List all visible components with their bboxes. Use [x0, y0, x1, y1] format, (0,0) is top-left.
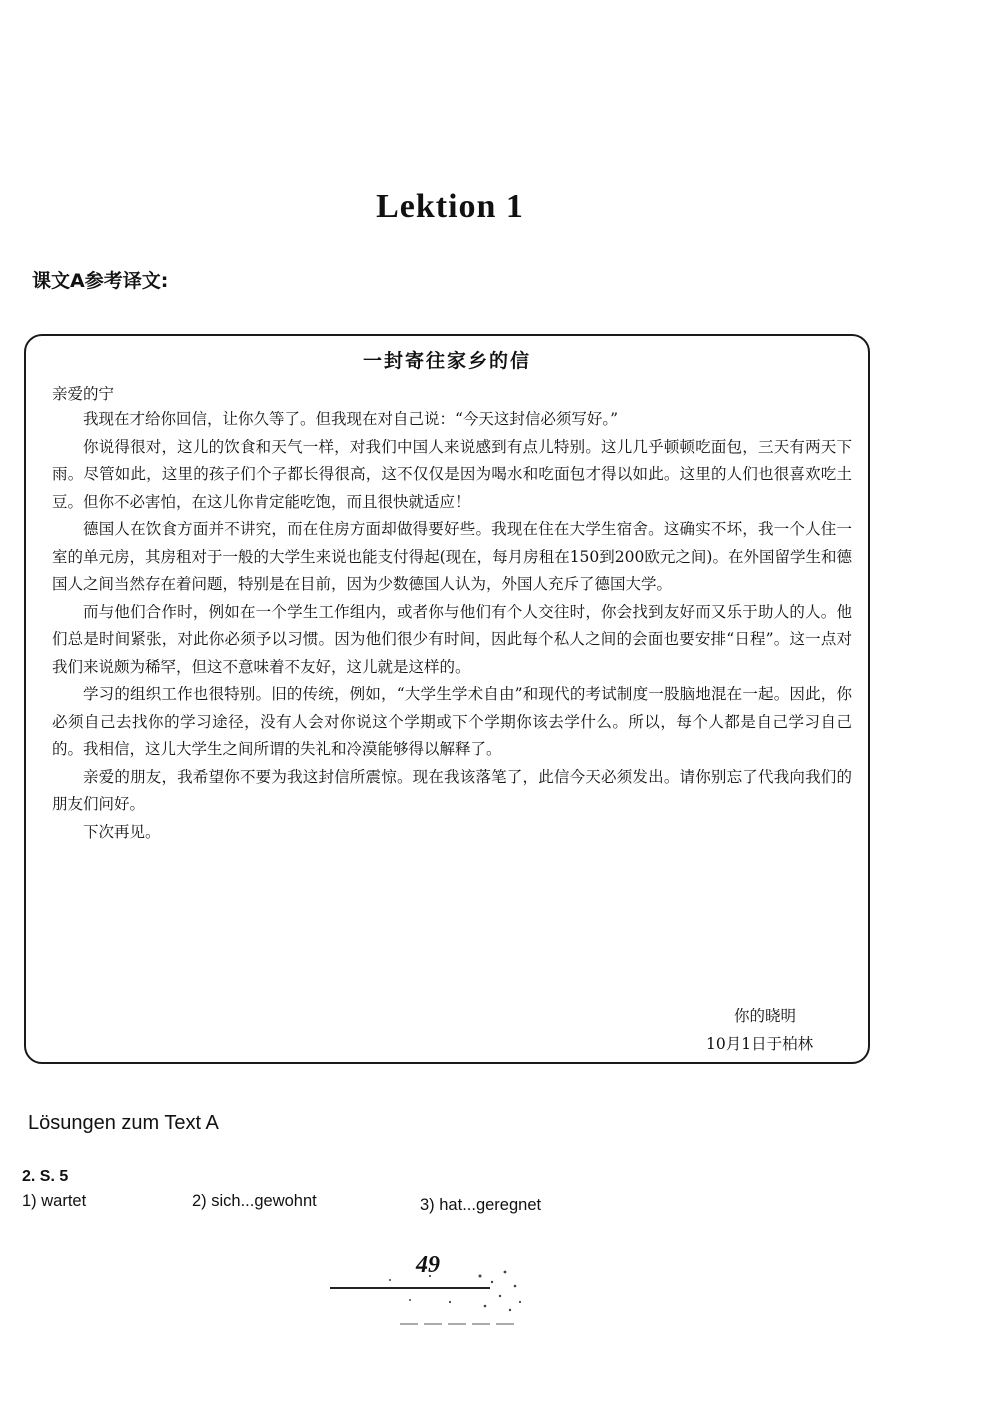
exercise-number: 2. S. 5 — [22, 1168, 69, 1185]
section-heading: 课文A参考译文: — [32, 270, 169, 292]
letter-paragraph: 下次再见。 — [83, 822, 161, 841]
answer-item: 1) wartet — [22, 1192, 87, 1210]
letter-paragraph: 德国人在饮食方面并不讲究，而在住房方面却做得要好些。我现在住在大学生宿舍。这确实不坏，我一个人住一室的单元房，其房租对于一般的大学生来说也能支付得起(现在，每月房租在150到200欧元之间)。在外国留学生和德国人之间当然存在着问题，特别是在目前，因为少数德国人认为，外国人充斥了德国大学。 — [52, 520, 852, 593]
letter-paragraph: 学习的组织工作也很特别。旧的传统，例如，“大学生学术自由”和现代的考试制度一股脑地混在一起。因此，你必须自己去找你的学习途径，没有人会对你说这个学期或下个学期你该去学什么。所以，每个人都是自己学习自己的。我相信，这儿大学生之间所谓的失礼和冷漠能够得以解释了。 — [52, 685, 852, 758]
letter-paragraph: 而与他们合作时，例如在一个学生工作组内，或者你与他们有个人交往时，你会找到友好而又乐于助人的人。他们总是时间紧张，对此你必须予以习惯。因为他们很少有时间，因此每个私人之间的会面也要安排“日程”。这一点对我们来说颇为稀罕，但这不意味着不友好，这儿就是这样的。 — [52, 602, 852, 676]
answer-item: 3) hat...geregnet — [420, 1196, 542, 1214]
letter-paragraph: 亲爱的朋友，我希望你不要为我这封信所震惊。现在我该落笔了，此信今天必须发出。请你别忘了代我向我们的朋友们问好。 — [52, 767, 852, 813]
letter-body — [52, 406, 852, 846]
letter-paragraph: 你说得很对，这儿的饮食和天气一样，对我们中国人来说感到有点儿特别。这儿几乎顿顿吃面包，三天有两天下雨。尽管如此，这里的孩子们个子都长得很高，这不仅仅是因为喝水和吃面包才得以如此。这里的人们也很喜欢吃土豆。但你不必害怕，在这儿你肯定能吃饱，而且很快就适应！ — [52, 437, 852, 511]
letter-signature-date: 10月1日于柏林 — [706, 1035, 814, 1053]
letter-salutation: 亲爱的宁 — [52, 385, 115, 403]
lektion-title: Lektion 1 — [376, 188, 524, 225]
page-number: 49 — [416, 1252, 440, 1278]
letter-signature-name: 你的晓明 — [734, 1007, 797, 1025]
letter-paragraph: 我现在才给你回信，让你久等了。但我现在对自己说：“今天这封信必须写好。” — [83, 410, 619, 428]
letter-title: 一封寄往家乡的信 — [362, 350, 531, 372]
solutions-heading: Lösungen zum Text A — [28, 1112, 219, 1134]
answer-item: 2) sich...gewohnt — [192, 1192, 317, 1210]
